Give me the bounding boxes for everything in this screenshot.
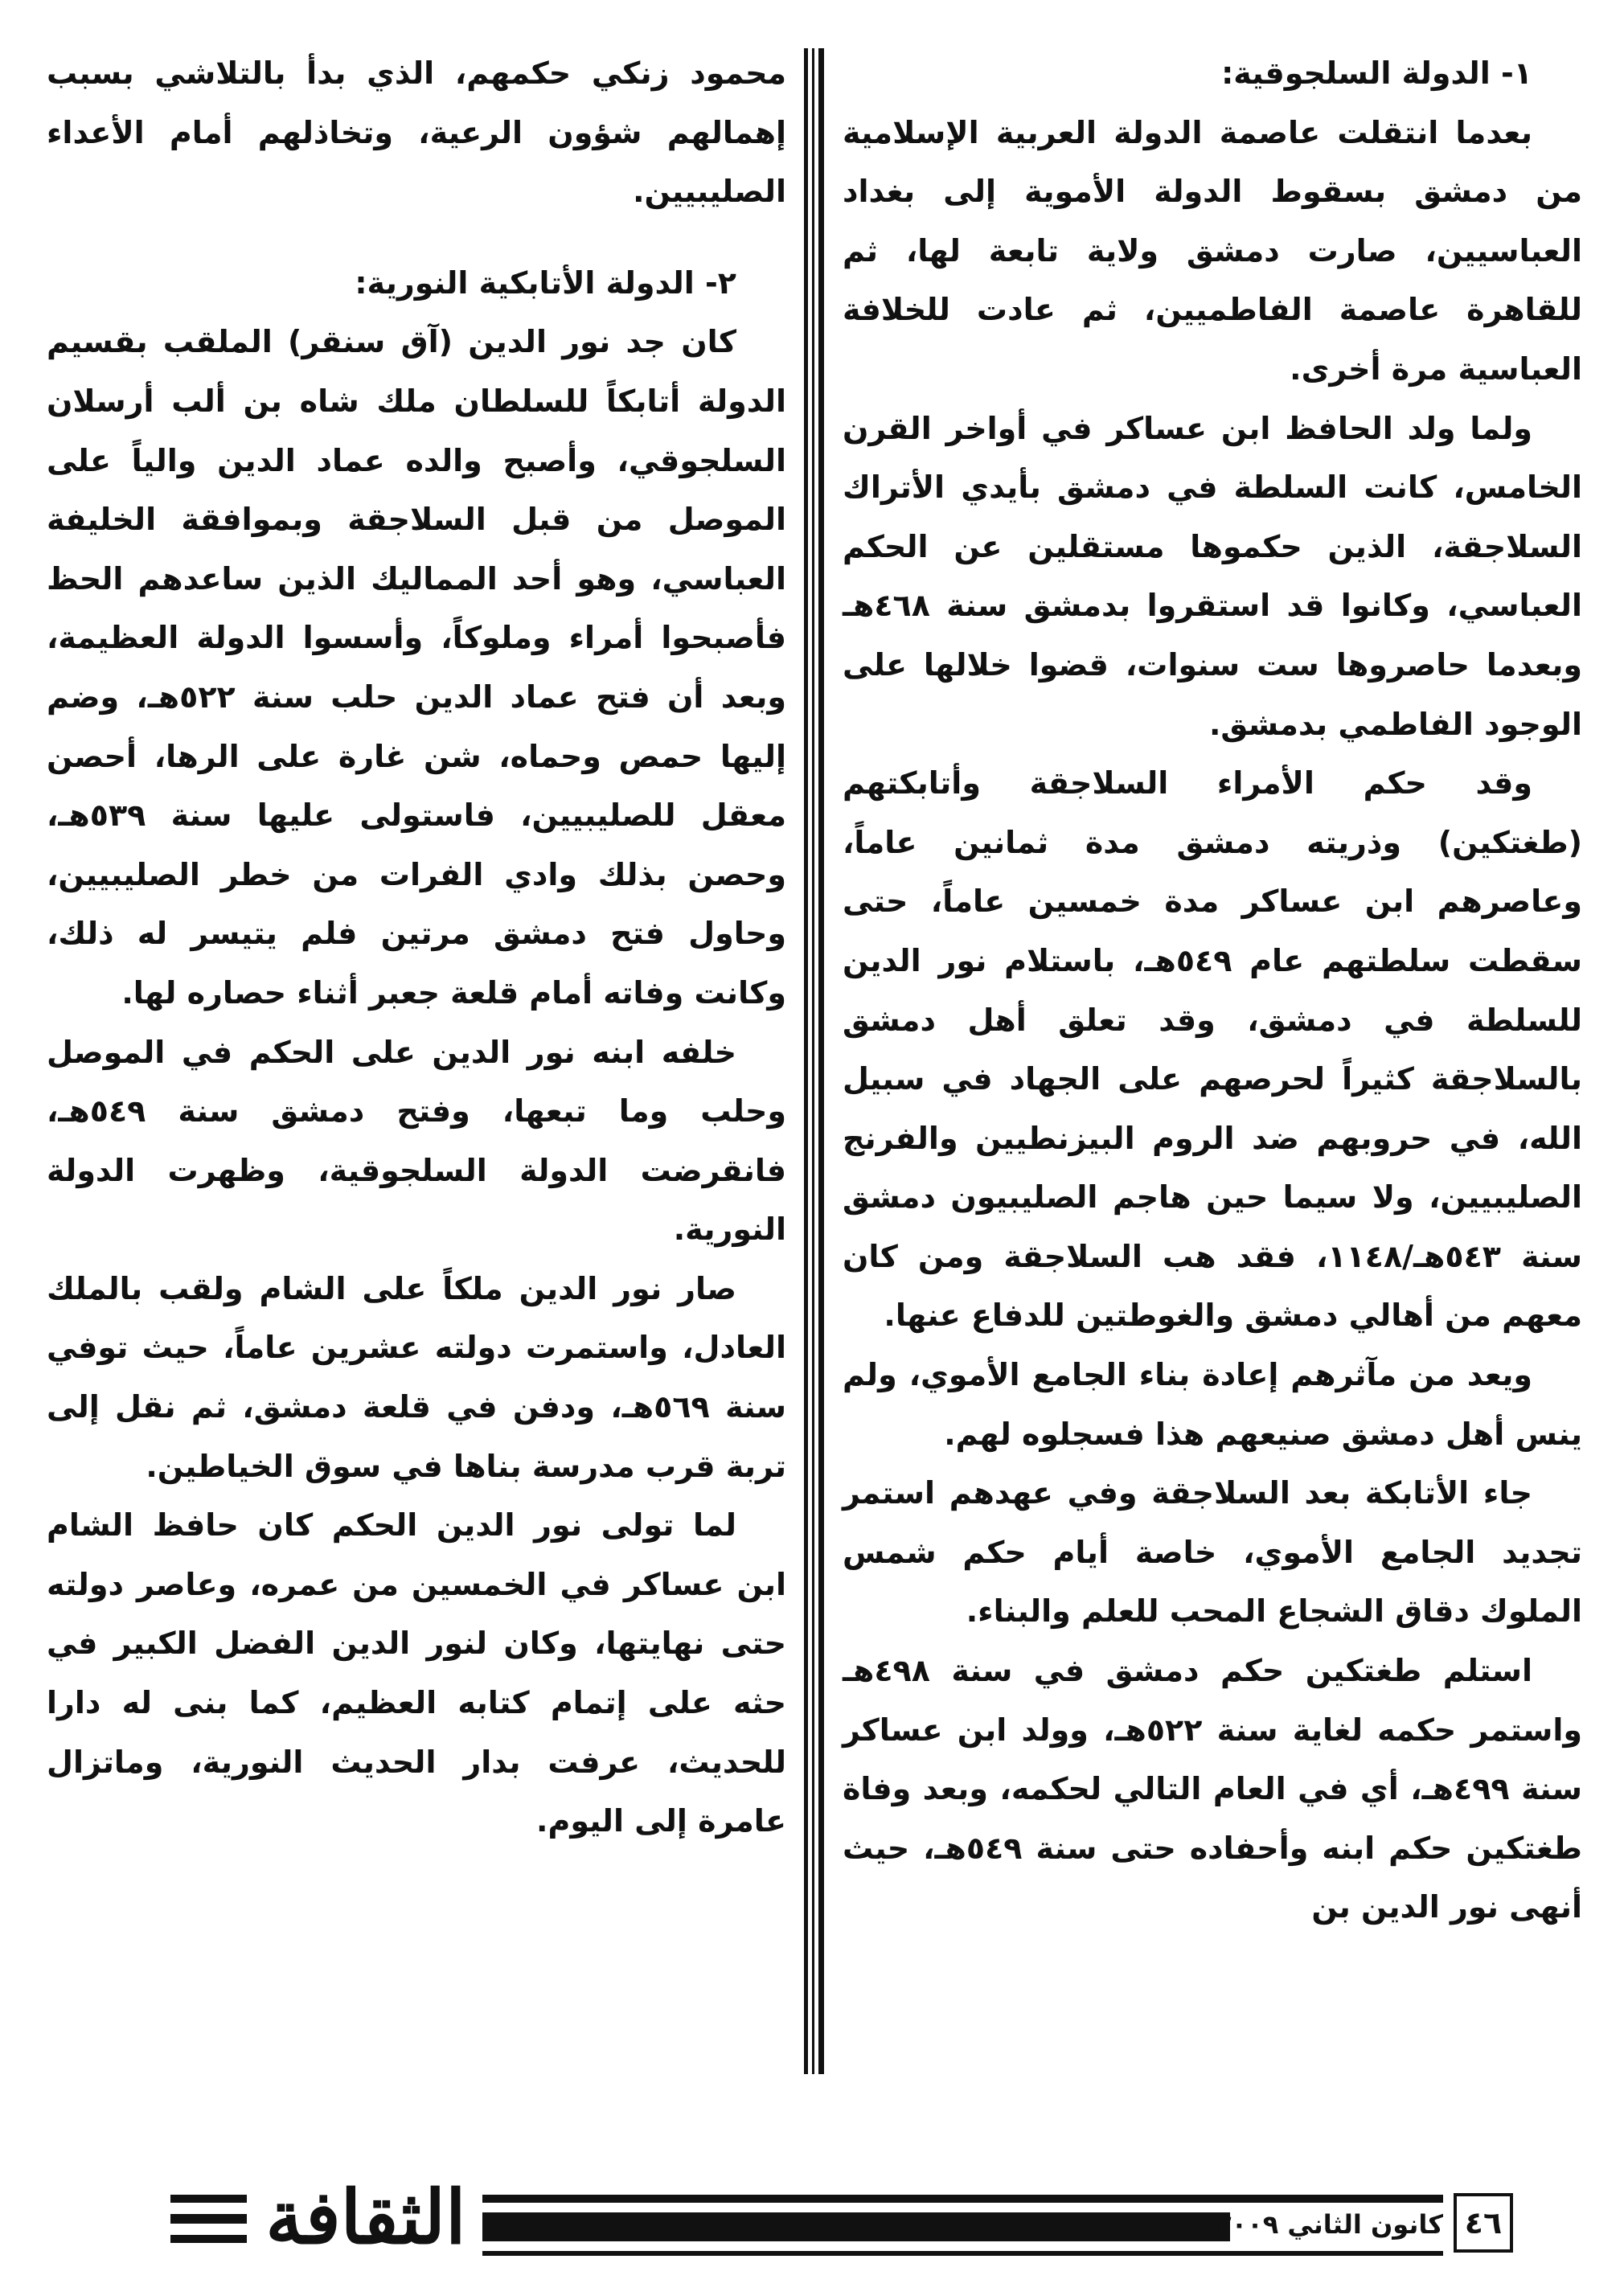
left-column xyxy=(47,44,786,1851)
paragraph: لما تولى نور الدين الحكم كان حافظ الشام ابن عساكر في الخمسين من عمره، وعاصر دولته حتى نهايتها، وكان لنور الدين الفضل الكبير في حثه على إتمام كتابه العظيم، كما بنى له دارا للحديث، عرفت بدار الحديث النورية، وماتزال عامرة إلى اليوم. xyxy=(47,1507,786,1839)
paragraph: بعدما انتقلت عاصمة الدولة العربية الإسلامية من دمشق بسقوط الدولة الأموية إلى بغداد العباسيين، صارت دمشق ولاية تابعة لها، ثم للقاهرة عاصمة الفاطميين، ثم عادت للخلافة العباسية مرة أخرى. xyxy=(843,114,1582,387)
column-divider xyxy=(801,48,830,2074)
magazine-logo: الثقافة xyxy=(265,2174,466,2261)
paragraph: كان جد نور الدين (آق سنقر) الملقب بقسيم الدولة أتابكاً للسلطان ملك شاه بن ألب أرسلان السلجوقي، وأصبح والده عماد الدين والياً على الموصل من قبل السلاجقة وبموافقة الخليفة العباسي، وهو أحد المماليك الذين ساعدهم الحظ فأصبحوا أمراء وملوكاً، وأسسوا الدولة العظيمة، وبعد أن فتح عماد الدين حلب سنة ٥٢٢هـ، وضم إليها حمص وحماه، شن غارة على الرها، أحصن معقل للصليبيين، فاستولى عليها سنة ٥٣٩هـ، وحصن بذلك وادي الفرات من خطر الصليبيين، وحاول فتح دمشق مرتين فلم يتيسر له ذلك، وكانت وفاته أمام قلعة جعبر أثناء حصاره لها. xyxy=(47,324,786,1011)
issue-date: كانون الثاني ٢٠٠٩م xyxy=(1230,2204,1443,2245)
paragraph-continuation: محمود زنكي حكمهم، الذي بدأ بالتلاشي بسبب إهمالهم شؤون الرعية، وتخاذلهم أمام الأعداء الصليبيين. xyxy=(47,55,786,210)
paragraph: ويعد من مآثرهم إعادة بناء الجامع الأموي، ولم ينس أهل دمشق صنيعهم هذا فسجلوه لهم. xyxy=(843,1357,1582,1452)
paragraph: صار نور الدين ملكاً على الشام ولقب بالملك العادل، واستمرت دولته عشرين عاماً، حيث توفي سنة ٥٦٩هـ، ودفن في قلعة دمشق، ثم نقل إلى تربة قرب مدرسة بناها في سوق الخياطين. xyxy=(47,1270,786,1484)
section-heading-seljuk: ١- الدولة السلجوقية: xyxy=(1221,55,1532,91)
paragraph: استلم طغتكين حكم دمشق في سنة ٤٩٨هـ واستمر حكمه لغاية سنة ٥٢٢هـ، وولد ابن عساكر سنة ٤٩٩هـ، أي في العام التالي لحكمه، وبعد وفاة طغتكين حكم ابنه وأحفاده حتى سنة ٥٤٩هـ، حيث أنهى نور الدين بن xyxy=(843,1653,1582,1925)
page-number: ٤٦ xyxy=(1454,2193,1513,2253)
paragraph: وقد حكم الأمراء السلاجقة وأتابكتهم (طغتكين) وذريته دمشق مدة ثمانين عاماً، وعاصرهم ابن عساكر مدة خمسين عاماً، حتى سقطت سلطتهم عام ٥٤٩هـ، باستلام نور الدين للسلطة في دمشق، وقد تعلق أهل دمشق بالسلاجقة كثيراً لحرصهم على الجهاد في سبيل الله، في حروبهم ضد الروم البيزنطيين والفرنج الصليبيين، ولا سيما حين هاجم الصليبيون دمشق سنة ٥٤٣هـ/١١٤٨، فقد هب السلاجقة ومن كان معهم من أهالي دمشق والغوطتين للدفاع عنها. xyxy=(843,765,1582,1334)
right-column xyxy=(843,44,1582,1937)
section-heading-nuri: ٢- الدولة الأتابكية النورية: xyxy=(355,264,736,301)
paragraph: جاء الأتابكة بعد السلاجقة وفي عهدهم استمر تجديد الجامع الأموي، خاصة أيام حكم شمس الملوك دقاق الشجاع المحب للعلم والبناء. xyxy=(843,1475,1582,1630)
paragraph: خلفه ابنه نور الدين على الحكم في الموصل وحلب وما تبعها، وفتح دمشق سنة ٥٤٩هـ، فانقرضت الدولة السلجوقية، وظهرت الدولة النورية. xyxy=(47,1034,786,1248)
page-footer xyxy=(0,2171,1624,2267)
paragraph: ولما ولد الحافظ ابن عساكر في أواخر القرن الخامس، كانت السلطة في دمشق بأيدي الأتراك السلاجقة، الذين حكموها مستقلين عن الحكم العباسي، وكانوا قد استقروا بدمشق سنة ٤٦٨هـ وبعدما حاصروها ست سنوات، قضوا خلالها على الوجود الفاطمي بدمشق. xyxy=(843,410,1582,742)
footer-left-bars xyxy=(170,2195,247,2243)
